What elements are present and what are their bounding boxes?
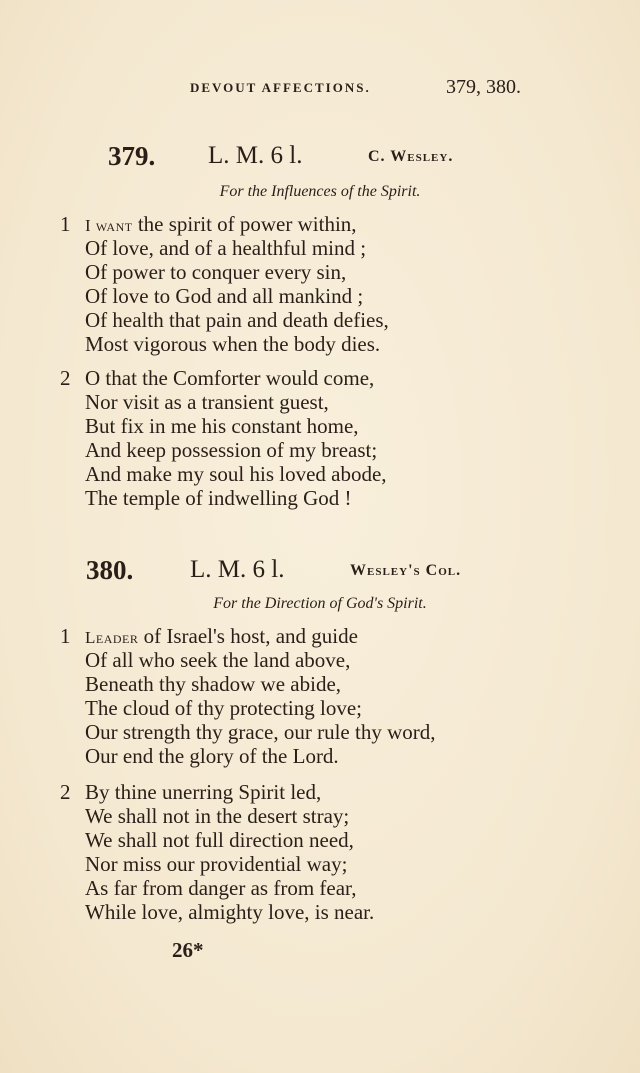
stanza-line: Of power to conquer every sin, (85, 260, 347, 284)
stanza-line: Our end the glory of the Lord. (85, 744, 339, 768)
stanza-line: Nor visit as a transient guest, (85, 390, 329, 414)
hymn-number: 379. (108, 141, 156, 171)
hymn-author: Wesley's Col. (350, 562, 462, 579)
stanza-number: 1 (60, 212, 71, 236)
stanza-line: Beneath thy shadow we abide, (85, 672, 342, 696)
stanza-line: And keep possession of my breast; (85, 438, 378, 462)
stanza-first-word: I want (85, 216, 133, 235)
stanza-number: 2 (60, 780, 71, 804)
stanza-line: By thine unerring Spirit led, (85, 780, 322, 804)
running-head-hymn-numbers: 379, 380. (446, 76, 521, 98)
stanza-line: Nor miss our providential way; (85, 852, 348, 876)
stanza-line: The temple of indwelling God ! (85, 486, 352, 510)
stanza-line: The cloud of thy protecting love; (85, 696, 363, 720)
stanza-first-word: Leader (85, 628, 139, 647)
hymn-380-heading (0, 555, 640, 589)
stanza-line: Of love, and of a healthful mind ; (85, 236, 367, 260)
hymn-meter: L. M. 6 l. (208, 142, 303, 169)
hymn-meter: L. M. 6 l. (190, 556, 285, 583)
stanza-line: Leader of Israel's host, and guide (85, 624, 358, 648)
stanza-line: As far from danger as from fear, (85, 876, 357, 900)
stanza-line: Of health that pain and death defies, (85, 308, 389, 332)
stanza-number: 1 (60, 624, 71, 648)
stanza-line: O that the Comforter would come, (85, 366, 375, 390)
stanza-line: We shall not in the desert stray; (85, 804, 350, 828)
hymn-379-subtitle: For the Influences of the Spirit. (219, 183, 421, 200)
stanza-line: Our strength thy grace, our rule thy word, (85, 720, 436, 744)
hymn-380-subtitle: For the Direction of God's Spirit. (213, 595, 427, 612)
running-head (0, 76, 640, 100)
hymn-author: C. Wesley. (368, 148, 454, 165)
stanza-line: We shall not full direction need, (85, 828, 354, 852)
stanza-line: But fix in me his constant home, (85, 414, 359, 438)
stanza-line: Most vigorous when the body dies. (85, 332, 381, 356)
running-head-title: DEVOUT AFFECTIONS. (190, 80, 371, 95)
signature-mark: 26* (172, 938, 204, 962)
hymn-number: 380. (86, 555, 134, 585)
stanza-line: And make my soul his loved abode, (85, 462, 387, 486)
stanza-line: Of all who seek the land above, (85, 648, 351, 672)
stanza-line: While love, almighty love, is near. (85, 900, 375, 924)
hymn-379-heading (0, 141, 640, 175)
stanza-number: 2 (60, 366, 71, 390)
stanza-line: I want the spirit of power within, (85, 212, 357, 236)
stanza-line: Of love to God and all mankind ; (85, 284, 364, 308)
